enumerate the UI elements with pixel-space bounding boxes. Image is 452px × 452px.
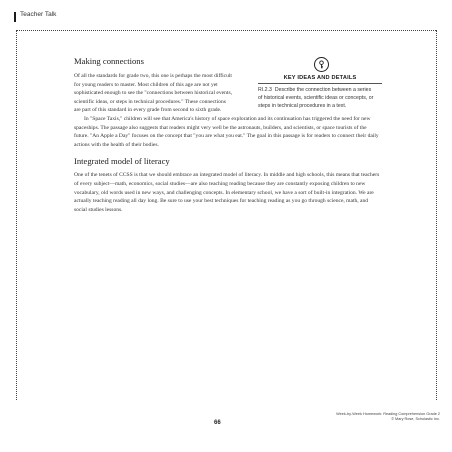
footer-credit-copyright: © Mary Rose, Scholastic Inc. <box>391 417 440 422</box>
paragraph-standards-intro: Of all the standards for grade two, this one is perhaps the most difficult for young readers to master. Most children of this age are not yet sophisticated enough to see the "connections between historical events, scientific ideas, or steps in technical procedures." These connections are part of this standard in every grade from second to sixth grade. <box>74 73 232 114</box>
section-heading-making-connections: Making connections <box>74 56 144 66</box>
dotted-border-top <box>16 30 436 31</box>
footer-credit-title: Week-by-Week Homework: Reading Comprehension Grade 2 <box>336 412 440 416</box>
standard-code: RI.2.3 <box>258 87 272 93</box>
key-ideas-title: KEY IDEAS AND DETAILS <box>283 75 357 81</box>
key-ideas-divider <box>258 83 382 84</box>
key-icon <box>314 57 329 72</box>
section-heading-integrated-literacy: Integrated model of literacy <box>74 156 170 167</box>
key-ideas-box <box>258 66 382 162</box>
header-label: Teacher Talk <box>20 11 57 18</box>
paragraph-integrated-literacy: One of the tenets of CCSS is that we should embrace an integrated model of literacy. In middle and high schools, this means that teachers of every subject—math, economics, social studies—are also teaching reading because they are constantly exposing children to new vocabulary, old words used in new ways, and challenging concepts. In elementary school, we have a sort of built-in integration. We are actually teaching reading all day long. Be sure to use your best techniques for teaching reading as you go through science, math, and social studies lessons. <box>74 172 380 213</box>
dotted-border-right <box>436 30 437 400</box>
header-marker <box>14 12 16 22</box>
page-number: 66 <box>214 420 221 426</box>
key-ideas-standard <box>258 86 376 111</box>
footer-credit <box>330 412 440 422</box>
standard-description: Describe the connection between a series of historical events, scientific ideas or concepts, or steps in technical procedures in a text. <box>258 87 374 110</box>
paragraph-space-taxis: In "Space Taxis," children will see that America's history of space exploration and its continuation has triggered the need for new spaceships. The passage also suggests that readers might very well be the astronauts, builders, and scientists, or space tourists of the future. "An Apple a Day" focuses on the concept that "you are what you eat." The goal in this passage is for readers to connect their daily actions with the health of their bodies. <box>74 115 379 148</box>
dotted-border-left <box>16 30 17 400</box>
